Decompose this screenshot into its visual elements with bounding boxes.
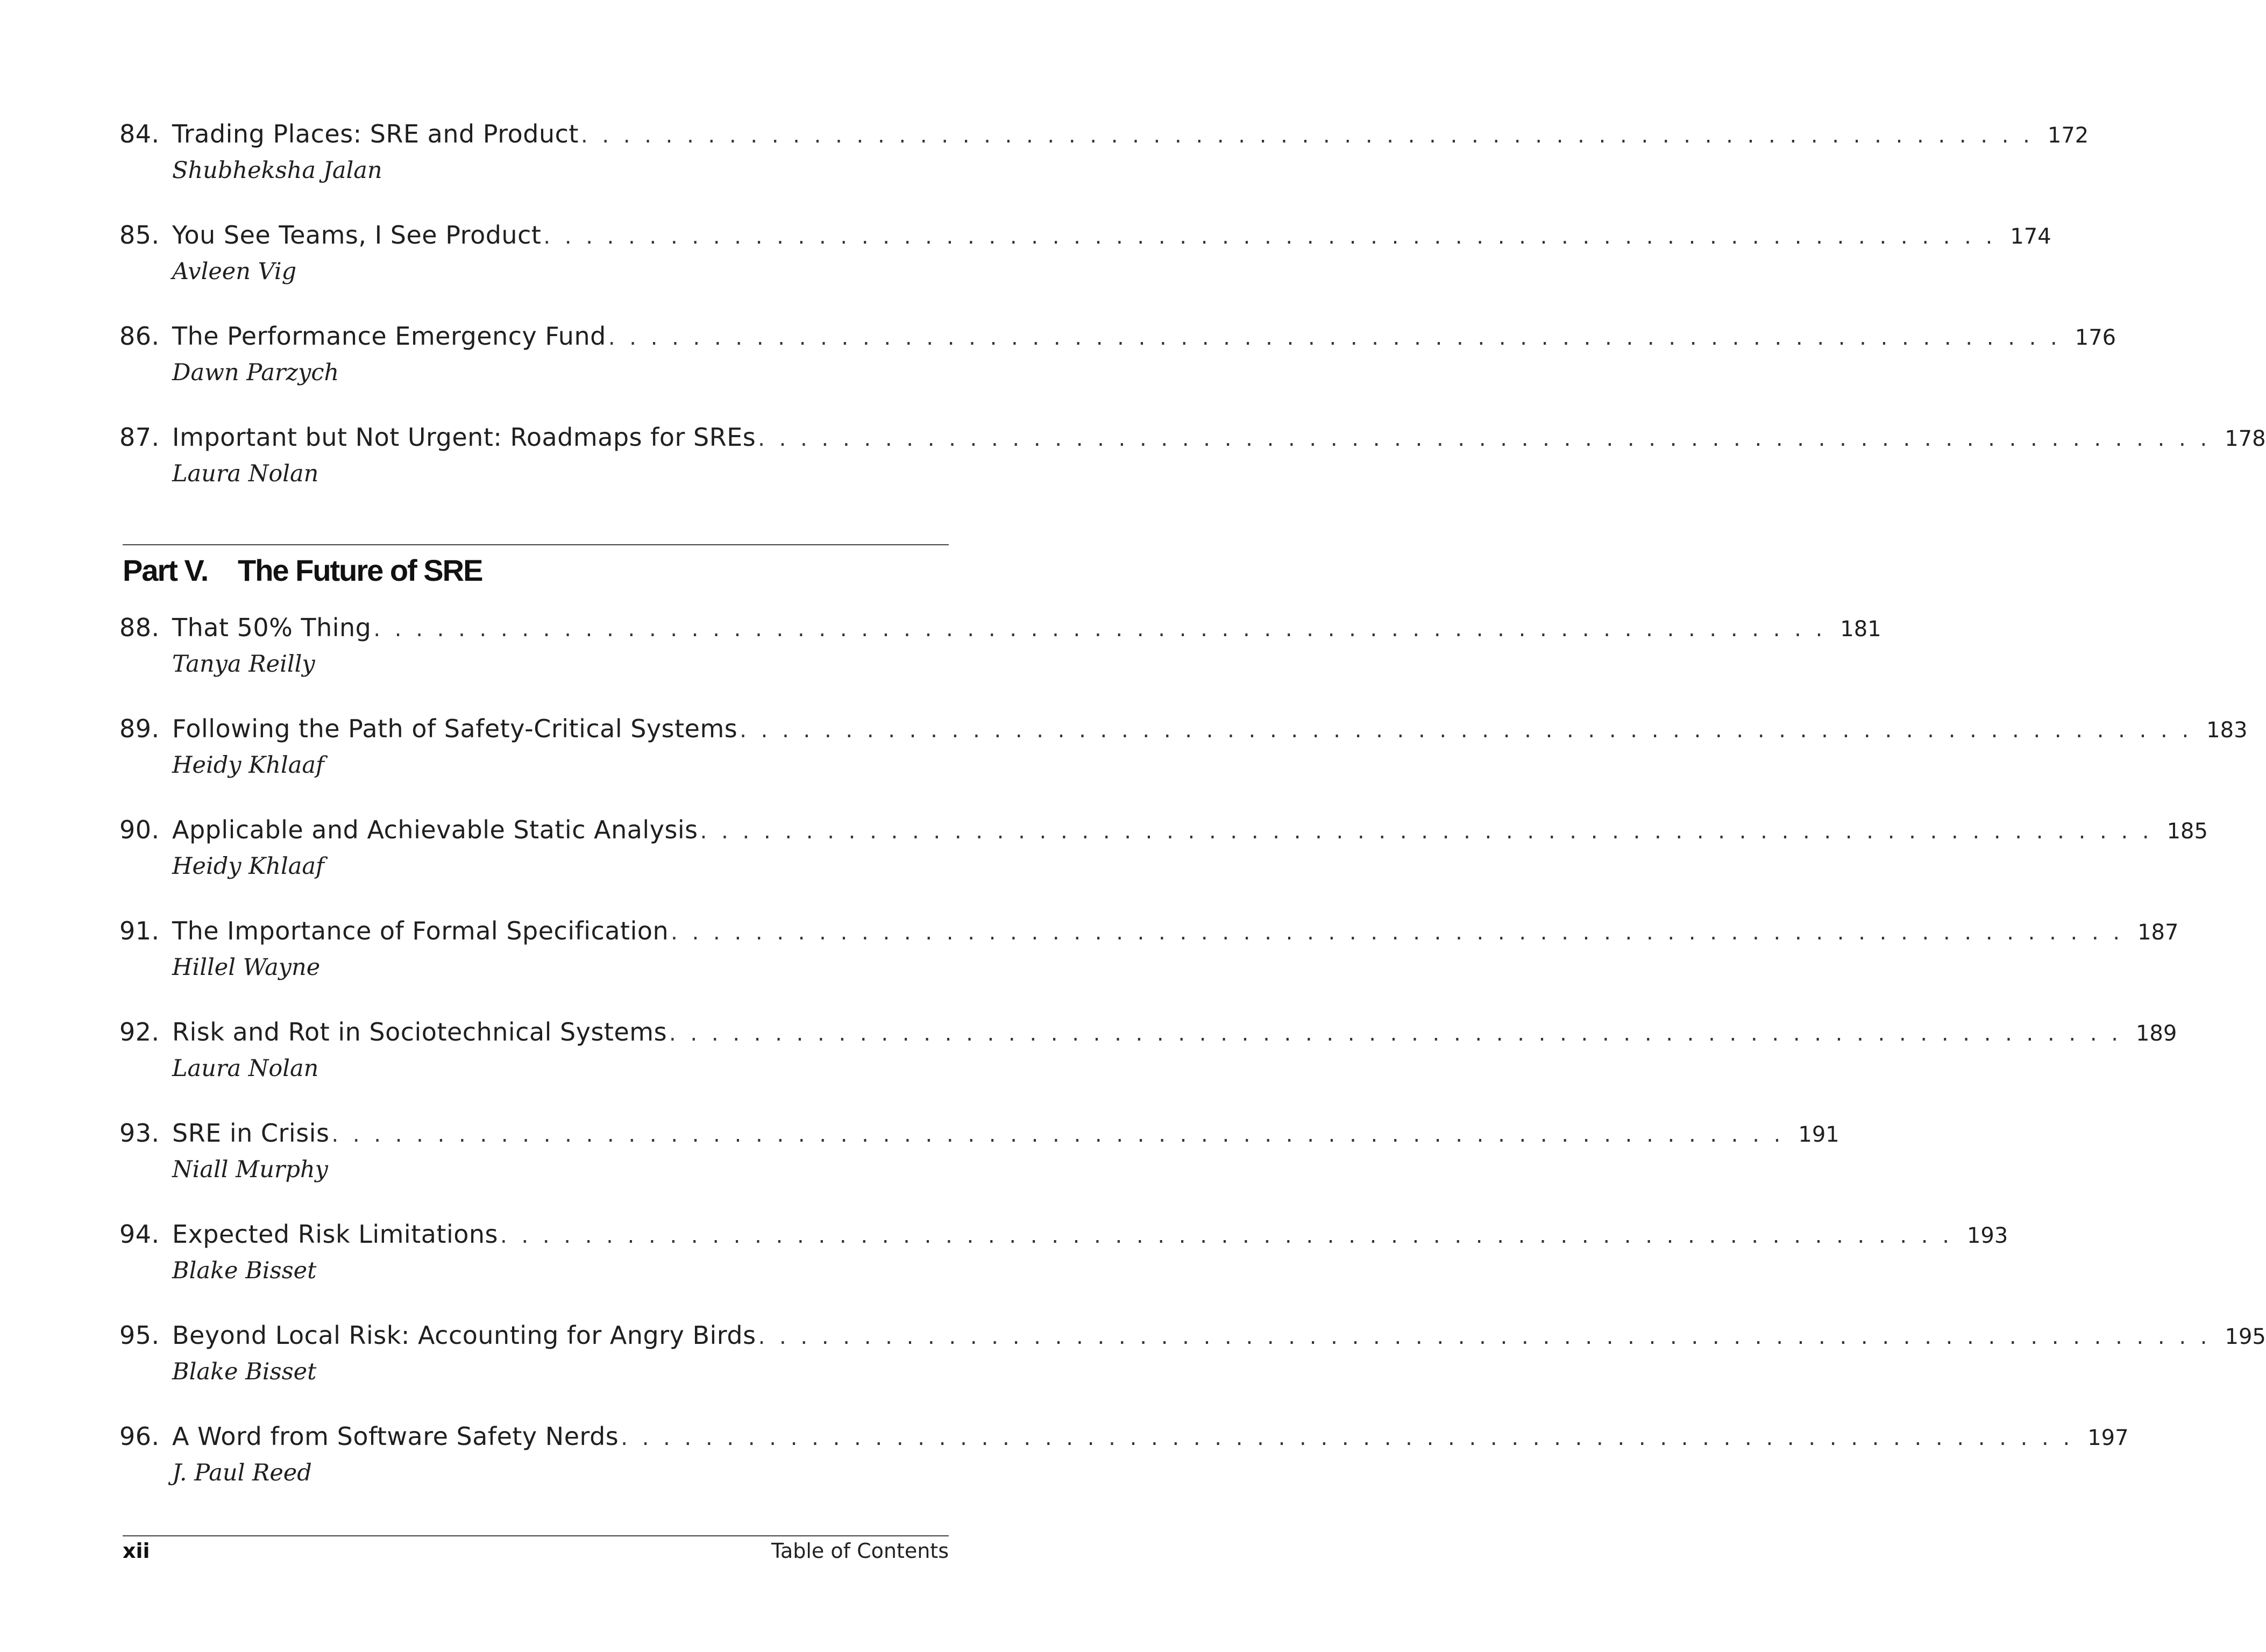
chapter-author: Blake Bisset	[172, 1358, 317, 1385]
dot-leader: . . . . . . . . . . . . . . . . . . . . . . . . . . . . . . . . . . . . . . . . . . . . . . . . . . . . . . . . . . . . . . . . . . . . .	[621, 1426, 2074, 1450]
dot-leader: . . . . . . . . . . . . . . . . . . . . . . . . . . . . . . . . . . . . . . . . . . . . . . . . . . . . . . . . . . . . . . . . . . . . .	[758, 1325, 2211, 1349]
chapter-number: 88.	[119, 613, 160, 642]
toc-entry-row	[119, 916, 2179, 951]
toc-entry	[119, 1119, 1839, 1205]
chapter-number: 87.	[119, 423, 160, 452]
dot-leader: . . . . . . . . . . . . . . . . . . . . . . . . . . . . . . . . . . . . . . . . . . . . . . . . . . . . . . . . . . . . . . . . . . . . .	[740, 718, 2193, 743]
toc-entry-row	[119, 423, 2266, 457]
dot-leader: . . . . . . . . . . . . . . . . . . . . . . . . . . . . . . . . . . . . . . . . . . . . . . . . . . . . . . . . . . . . . . . . . . . . .	[543, 224, 1997, 249]
chapter-number: 95.	[119, 1321, 160, 1350]
chapter-page-number: 185	[2166, 819, 2208, 844]
dot-leader: . . . . . . . . . . . . . . . . . . . . . . . . . . . . . . . . . . . . . . . . . . . . . . . . . . . . . . . . . . . . . . . . . . . . .	[669, 1021, 2122, 1046]
toc-entry	[119, 322, 2116, 408]
chapter-page-number: 172	[2047, 123, 2089, 148]
chapter-page-number: 174	[2010, 224, 2051, 249]
chapter-number: 96.	[119, 1422, 160, 1451]
chapter-page-number: 178	[2225, 426, 2266, 451]
chapter-title: Beyond Local Risk: Accounting for Angry Birds	[172, 1321, 756, 1350]
dot-leader: . . . . . . . . . . . . . . . . . . . . . . . . . . . . . . . . . . . . . . . . . . . . . . . . . . . . . . . . . . . . . . . . . . . . .	[331, 1122, 1785, 1147]
chapter-page-number: 193	[1966, 1223, 2008, 1248]
toc-entry	[119, 1321, 2266, 1407]
chapter-title: You See Teams, I See Product	[172, 220, 542, 250]
dot-leader: . . . . . . . . . . . . . . . . . . . . . . . . . . . . . . . . . . . . . . . . . . . . . . . . . . . . . . . . . . . . . . . . . . . . .	[671, 920, 2124, 945]
toc-entry-row	[119, 119, 2089, 154]
chapter-author: J. Paul Reed	[172, 1459, 312, 1486]
chapter-number: 94.	[119, 1220, 160, 1249]
chapter-page-number: 189	[2135, 1021, 2177, 1046]
toc-entry-row	[119, 1422, 2129, 1456]
part-heading	[123, 549, 482, 592]
chapter-author: Avleen Vig	[172, 258, 297, 285]
chapter-number: 92.	[119, 1017, 160, 1046]
toc-entry	[119, 220, 2051, 307]
chapter-title: Trading Places: SRE and Product	[172, 119, 579, 148]
part-label: Part V.	[123, 553, 208, 587]
toc-entry	[119, 815, 2208, 901]
toc-entry-row	[119, 1321, 2266, 1355]
toc-entry	[119, 714, 2248, 800]
chapter-title: SRE in Crisis	[172, 1119, 330, 1148]
footer-rule	[123, 1535, 949, 1536]
toc-entry-row	[119, 220, 2051, 255]
chapter-title: Following the Path of Safety-Critical Systems	[172, 714, 738, 743]
chapter-author: Laura Nolan	[172, 460, 319, 487]
chapter-author: Dawn Parzych	[172, 359, 339, 386]
toc-entry-row	[119, 815, 2208, 850]
chapter-title: The Performance Emergency Fund	[172, 322, 606, 351]
chapter-title: Important but Not Urgent: Roadmaps for SREs	[172, 423, 756, 452]
dot-leader: . . . . . . . . . . . . . . . . . . . . . . . . . . . . . . . . . . . . . . . . . . . . . . . . . . . . . . . . . . . . . . . . . . . . .	[373, 617, 1827, 642]
toc-entry	[119, 119, 2089, 205]
toc-entry-row	[119, 322, 2116, 356]
toc-entry	[119, 1220, 2008, 1306]
chapter-page-number: 187	[2137, 920, 2179, 945]
chapter-page-number: 197	[2087, 1426, 2129, 1450]
toc-entry-row	[119, 1119, 1839, 1153]
dot-leader: . . . . . . . . . . . . . . . . . . . . . . . . . . . . . . . . . . . . . . . . . . . . . . . . . . . . . . . . . . . . . . . . . . . . .	[608, 325, 2061, 350]
chapter-page-number: 191	[1798, 1122, 1839, 1147]
toc-entry-row	[119, 1220, 2008, 1254]
chapter-author: Shubheksha Jalan	[172, 157, 382, 184]
chapter-number: 85.	[119, 220, 160, 250]
chapter-page-number: 181	[1840, 617, 1881, 642]
dot-leader: . . . . . . . . . . . . . . . . . . . . . . . . . . . . . . . . . . . . . . . . . . . . . . . . . . . . . . . . . . . . . . . . . . . . .	[580, 123, 2034, 148]
toc-entry	[119, 916, 2179, 1002]
chapter-author: Blake Bisset	[172, 1257, 317, 1284]
chapter-author: Heidy Khlaaf	[172, 752, 324, 779]
chapter-page-number: 176	[2075, 325, 2116, 350]
chapter-author: Hillel Wayne	[172, 954, 321, 981]
part-divider-rule	[123, 544, 949, 545]
chapter-title: The Importance of Formal Specification	[172, 916, 669, 945]
toc-entry	[119, 1017, 2177, 1103]
toc-entry	[119, 613, 1881, 699]
chapter-number: 86.	[119, 322, 160, 351]
chapter-title: Expected Risk Limitations	[172, 1220, 499, 1249]
toc-entry	[119, 1422, 2129, 1508]
chapter-title: That 50% Thing	[172, 613, 372, 642]
dot-leader: . . . . . . . . . . . . . . . . . . . . . . . . . . . . . . . . . . . . . . . . . . . . . . . . . . . . . . . . . . . . . . . . . . . . .	[700, 819, 2153, 844]
chapter-page-number: 195	[2225, 1325, 2266, 1349]
chapter-page-number: 183	[2206, 718, 2248, 743]
chapter-author: Niall Murphy	[172, 1156, 328, 1183]
chapter-author: Heidy Khlaaf	[172, 853, 324, 880]
toc-entry-row	[119, 613, 1881, 647]
chapter-title: A Word from Software Safety Nerds	[172, 1422, 619, 1451]
footer-page-number: xii	[123, 1539, 150, 1563]
chapter-number: 90.	[119, 815, 160, 844]
toc-entry-row	[119, 1017, 2177, 1052]
toc-entry	[119, 423, 2266, 509]
footer-section-title: Table of Contents	[771, 1539, 949, 1563]
chapter-author: Laura Nolan	[172, 1055, 319, 1082]
part-title: The Future of SRE	[238, 553, 482, 587]
chapter-number: 84.	[119, 119, 160, 148]
chapter-number: 89.	[119, 714, 160, 743]
chapter-title: Applicable and Achievable Static Analysis	[172, 815, 698, 844]
chapter-title: Risk and Rot in Sociotechnical Systems	[172, 1017, 667, 1046]
dot-leader: . . . . . . . . . . . . . . . . . . . . . . . . . . . . . . . . . . . . . . . . . . . . . . . . . . . . . . . . . . . . . . . . . . . . .	[500, 1223, 1953, 1248]
dot-leader: . . . . . . . . . . . . . . . . . . . . . . . . . . . . . . . . . . . . . . . . . . . . . . . . . . . . . . . . . . . . . . . . . . . . .	[758, 426, 2211, 451]
chapter-number: 93.	[119, 1119, 160, 1148]
toc-entry-row	[119, 714, 2248, 749]
chapter-author: Tanya Reilly	[172, 651, 315, 678]
chapter-number: 91.	[119, 916, 160, 945]
